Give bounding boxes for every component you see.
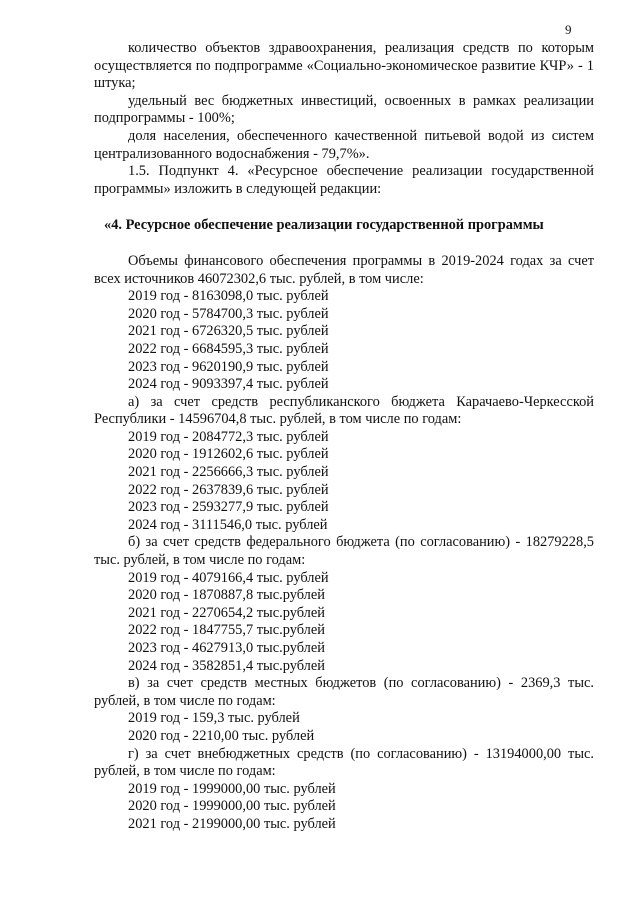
local-year-line: 2020 год - 2210,00 тыс. рублей — [128, 727, 315, 744]
intro-paragraph-3: доля населения, обеспеченного качественной питьевой водой из систем централизованного водоснабжения - 79,7%». — [94, 127, 594, 162]
extrabudgetary-year-line: 2020 год - 1999000,00 тыс. рублей — [128, 798, 336, 815]
total-funding-paragraph: Объемы финансового обеспечения программы в 2019-2024 годах за счет всех источников 46072302,6 тыс. рублей, в том числе: — [94, 252, 594, 287]
federal-year-line: 2024 год - 3582851,4 тыс.рублей — [128, 657, 325, 674]
federal-year-line: 2022 год - 1847755,7 тыс.рублей — [128, 622, 325, 639]
extrabudgetary-year-line: 2019 год - 1999000,00 тыс. рублей — [128, 780, 336, 797]
extrabudgetary-paragraph: г) за счет внебюджетных средств (по согласованию) - 13194000,00 тыс. рублей, в том числе по годам: — [94, 745, 594, 780]
total-year-line: 2024 год - 9093397,4 тыс. рублей — [128, 376, 329, 393]
republican-year-line: 2023 год - 2593277,9 тыс. рублей — [128, 499, 329, 516]
republican-year-line: 2020 год - 1912602,6 тыс. рублей — [128, 446, 329, 463]
local-budget-paragraph: в) за счет средств местных бюджетов (по согласованию) - 2369,3 тыс. рублей, в том числе по годам: — [94, 675, 594, 709]
federal-year-line: 2020 год - 1870887,8 тыс.рублей — [128, 587, 325, 604]
total-year-line: 2022 год - 6684595,3 тыс. рублей — [128, 340, 329, 357]
intro-paragraph-4: 1.5. Подпункт 4. «Ресурсное обеспечение реализации государственной программы» изложить в следующей редакции: — [94, 163, 594, 197]
republican-year-line: 2024 год - 3111546,0 тыс. рублей — [128, 516, 328, 533]
page-number: 9 — [565, 22, 572, 37]
federal-year-line: 2023 год - 4627913,0 тыс.рублей — [128, 640, 325, 656]
total-year-line: 2021 год - 6726320,5 тыс. рублей — [128, 323, 329, 340]
extrabudgetary-year-line: 2021 год - 2199000,00 тыс. рублей — [128, 815, 336, 832]
intro-paragraph-2: удельный вес бюджетных инвестиций, освоенных в рамках реализации подпрограммы - 100%; — [94, 92, 594, 127]
total-year-line: 2023 год - 9620190,9 тыс. рублей — [128, 358, 329, 375]
republican-year-line: 2021 год - 2256666,3 тыс. рублей — [128, 464, 329, 481]
total-year-line: 2019 год - 8163098,0 тыс. рублей — [128, 288, 329, 305]
federal-year-line: 2019 год - 4079166,4 тыс. рублей — [128, 569, 329, 586]
federal-budget-paragraph: б) за счет средств федерального бюджета (по согласованию) - 18279228,5 тыс. рублей, в том числе по годам: — [94, 534, 594, 569]
federal-year-line: 2021 год - 2270654,2 тыс.рублей — [128, 604, 325, 621]
section-heading: «4. Ресурсное обеспечение реализации государственной программы — [104, 217, 544, 234]
total-year-line: 2020 год - 5784700,3 тыс. рублей — [128, 305, 329, 322]
republican-year-line: 2022 год - 2637839,6 тыс. рублей — [128, 481, 329, 498]
local-year-line: 2019 год - 159,3 тыс. рублей — [128, 710, 300, 727]
document-body — [94, 40, 594, 834]
republican-budget-paragraph: а) за счет средств республиканского бюджета Карачаево-Черкесской Республики - 14596704,8 тыс. рублей, в том числе по годам: — [94, 393, 594, 428]
intro-paragraph-1: количество объектов здравоохранения, реализация средств по которым осуществляется по подпрограмме «Социально-экономическое развитие КЧР» - 1 штука; — [94, 40, 594, 92]
republican-year-line: 2019 год - 2084772,3 тыс. рублей — [128, 428, 329, 445]
